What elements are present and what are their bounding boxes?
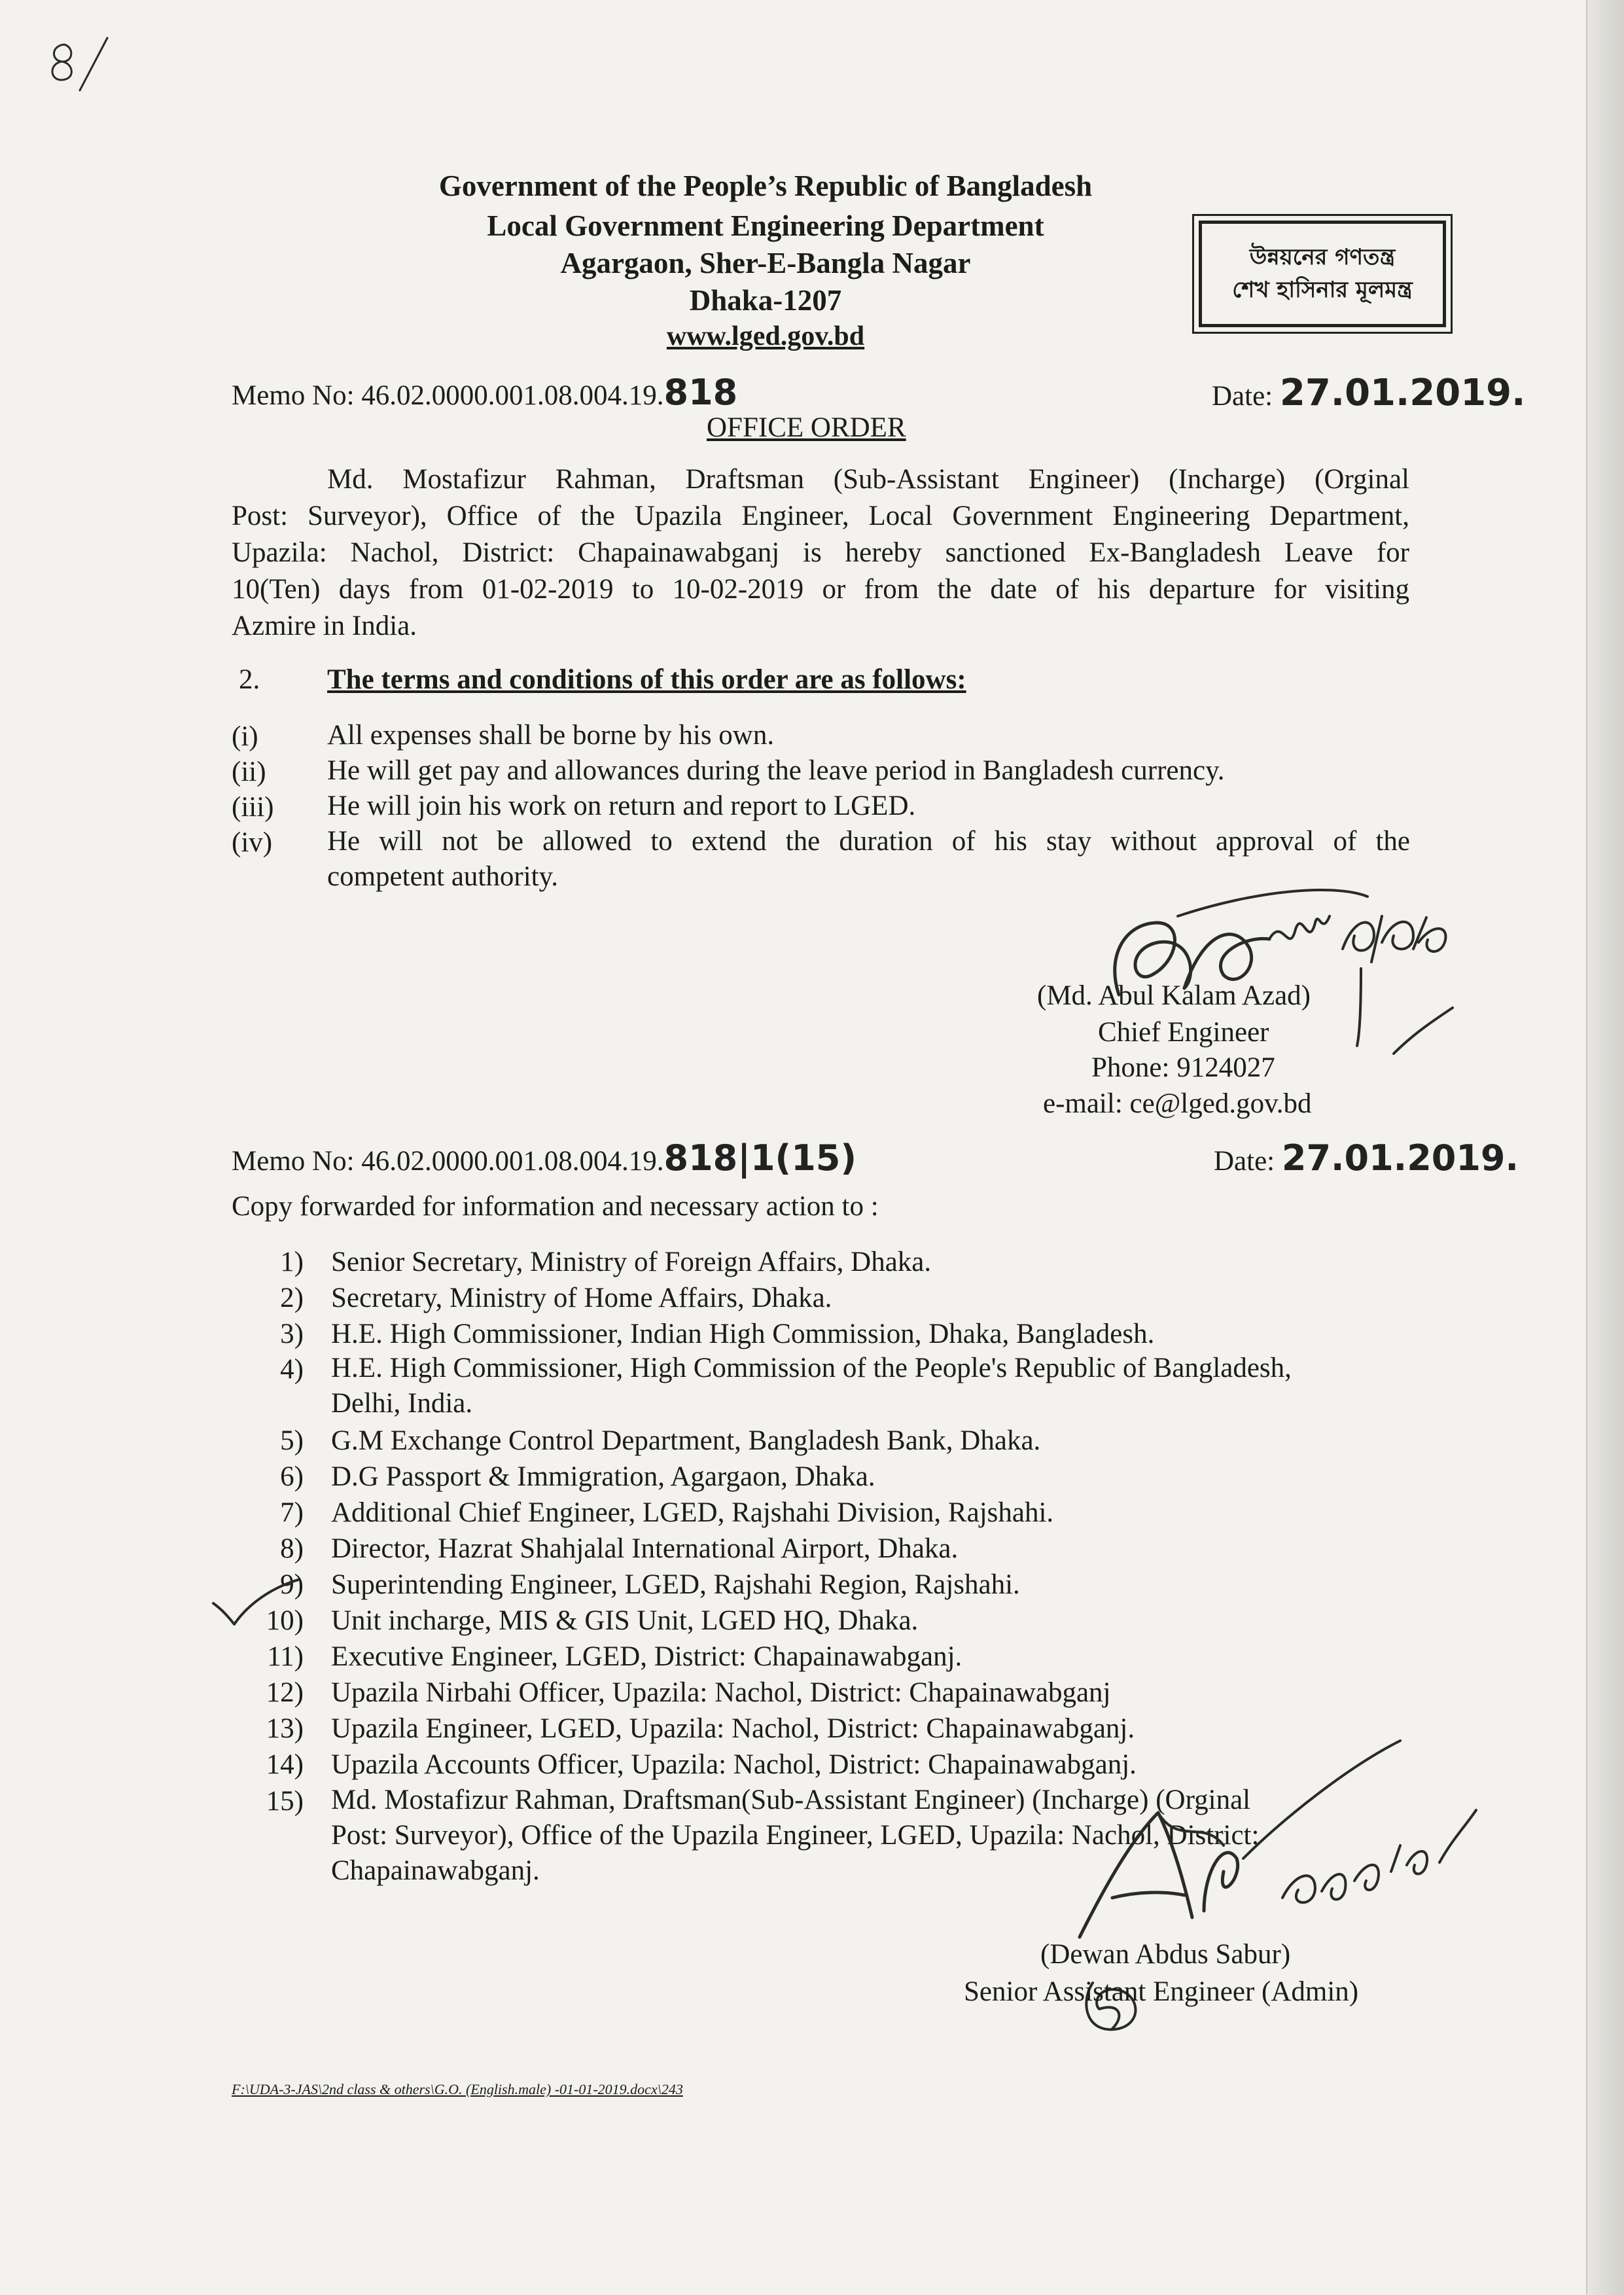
distribution-item: Upazila Nirbahi Officer, Upazila: Nachol, District: Chapainawabganj — [331, 1677, 1111, 1708]
order-date-value: 27.01.2019. — [1279, 372, 1526, 414]
signatory-1-phone: Phone: 9124027 — [1091, 1052, 1275, 1083]
distribution-item-line: H.E. High Commissioner, High Commission of the People's Republic of Bangladesh, — [331, 1353, 1292, 1383]
signatory-2-name: (Dewan Abdus Sabur) — [1040, 1939, 1291, 1970]
condition-text-line: competent authority. — [327, 861, 559, 892]
signatory-2-title: Senior Assistant Engineer (Admin) — [964, 1976, 1359, 2007]
header-city: Dhaka-1207 — [689, 284, 842, 317]
order-date — [1212, 372, 1526, 414]
distribution-item-line: Md. Mostafizur Rahman, Draftsman(Sub-Assistant Engineer) (Incharge) (Orginal — [331, 1785, 1251, 1815]
distribution-item-number: 11) — [267, 1641, 304, 1672]
footer-file-path: F:\UDA-3-JAS\2nd class & others\G.O. (English.male) -01-01-2019.docx\243 — [232, 2081, 683, 2097]
distribution-intro: Copy forwarded for information and necessary action to : — [232, 1191, 879, 1222]
condition-number: (iii) — [232, 792, 274, 823]
order-body-line: Upazila: Nachol, District: Chapainawabganj is hereby sanctioned Ex-Bangladesh Leave for — [232, 537, 1409, 568]
distribution-item-number: 3) — [280, 1319, 304, 1349]
signatory-1-name: (Md. Abul Kalam Azad) — [1037, 980, 1311, 1011]
distribution-date-label: Date: — [1214, 1146, 1275, 1177]
distribution-memo-label: Memo No: 46.02.0000.001.08.004.19. — [232, 1146, 664, 1177]
signatory-1-email: e-mail: ce@lged.gov.bd — [1043, 1088, 1312, 1119]
distribution-item-number: 8) — [280, 1533, 304, 1564]
order-memo-suffix: 818 — [663, 372, 738, 413]
distribution-item-number: 5) — [280, 1425, 304, 1456]
distribution-item: G.M Exchange Control Department, Bangladesh Bank, Dhaka. — [331, 1425, 1041, 1456]
slogan-line-1: উন্নয়নের গণতন্ত্র — [1249, 244, 1396, 271]
order-body-line: Post: Surveyor), Office of the Upazila Engineer, Local Government Engineering Department, — [232, 501, 1409, 531]
condition-number: (i) — [232, 721, 258, 752]
distribution-item: Senior Secretary, Ministry of Foreign Affairs, Dhaka. — [331, 1247, 932, 1277]
condition-number: (iv) — [232, 827, 273, 858]
order-date-label: Date: — [1212, 381, 1273, 412]
distribution-item: D.G Passport & Immigration, Agargaon, Dhaka. — [331, 1461, 875, 1492]
distribution-item-number: 7) — [280, 1497, 304, 1528]
distribution-item: Upazila Accounts Officer, Upazila: Nachol, District: Chapainawabganj. — [331, 1749, 1137, 1780]
distribution-date-value: 27.01.2019. — [1281, 1137, 1519, 1179]
distribution-item: Executive Engineer, LGED, District: Chapainawabganj. — [331, 1641, 962, 1672]
header-government: Government of the People’s Republic of Bangladesh — [438, 169, 1093, 202]
condition-text: All expenses shall be borne by his own. — [327, 720, 775, 751]
terms-heading: The terms and conditions of this order are as follows: — [327, 664, 966, 695]
distribution-item: Secretary, Ministry of Home Affairs, Dhaka. — [331, 1283, 832, 1313]
distribution-item: Upazila Engineer, LGED, Upazila: Nachol, District: Chapainawabganj. — [331, 1713, 1135, 1744]
distribution-item-multiline — [331, 1351, 1424, 1421]
order-memo-number — [232, 372, 738, 413]
slogan-line-2: শেখ হাসিনার মূলমন্ত্র — [1232, 276, 1413, 303]
distribution-date — [1214, 1137, 1519, 1179]
distribution-item-number: 12) — [266, 1677, 304, 1708]
header-website: www.lged.gov.bd — [666, 321, 865, 351]
order-body — [232, 461, 1409, 645]
office-order-title: OFFICE ORDER — [707, 412, 906, 443]
distribution-item: Superintending Engineer, LGED, Rajshahi Region, Rajshahi. — [331, 1569, 1020, 1600]
distribution-item: H.E. High Commissioner, Indian High Commission, Dhaka, Bangladesh. — [331, 1319, 1155, 1349]
distribution-item-number: 10) — [266, 1605, 304, 1636]
terms-number: 2. — [239, 664, 260, 695]
order-body-line: 10(Ten) days from 01-02-2019 to 10-02-2019 or from the date of his departure for visiting — [232, 574, 1409, 605]
distribution-item-line: Delhi, India. — [331, 1388, 473, 1419]
distribution-item-number: 4) — [280, 1354, 304, 1385]
distribution-item-number: 15) — [266, 1786, 304, 1817]
distribution-item-number: 1) — [280, 1247, 304, 1277]
checkmark-icon — [209, 1577, 301, 1629]
distribution-item-number: 2) — [280, 1283, 304, 1313]
handwritten-page-number-ink — [39, 26, 111, 98]
condition-text: He will get pay and allowances during the leave period in Bangladesh currency. — [327, 755, 1225, 786]
distribution-item-number: 14) — [266, 1749, 304, 1780]
distribution-item-number: 6) — [280, 1461, 304, 1492]
slogan-box — [1192, 214, 1453, 334]
order-body-line: Md. Mostafizur Rahman, Draftsman (Sub-Assistant Engineer) (Incharge) (Orginal — [327, 464, 1409, 495]
distribution-item-line: Chapainawabganj. — [331, 1855, 540, 1886]
condition-text-line: He will not be allowed to extend the duration of his stay without approval of the — [327, 826, 1410, 857]
header-department: Local Government Engineering Department — [487, 209, 1044, 242]
distribution-item: Additional Chief Engineer, LGED, Rajshahi Division, Rajshahi. — [331, 1497, 1054, 1528]
slogan-box-inner — [1199, 221, 1446, 327]
distribution-item: Director, Hazrat Shahjalal International Airport, Dhaka. — [331, 1533, 959, 1564]
order-memo-label: Memo No: 46.02.0000.001.08.004.19. — [232, 380, 664, 411]
condition-text: He will join his work on return and report to LGED. — [327, 791, 916, 821]
distribution-item-number: 9) — [280, 1569, 304, 1600]
header-address: Agargaon, Sher-E-Bangla Nagar — [560, 247, 971, 279]
condition-number: (ii) — [232, 756, 266, 787]
scan-edge-shadow — [1586, 0, 1624, 2295]
order-body-line: Azmire in India. — [232, 611, 417, 641]
distribution-memo-suffix: 818|1(15) — [663, 1137, 857, 1179]
distribution-item-line: Post: Surveyor), Office of the Upazila Engineer, LGED, Upazila: Nachol, District: — [331, 1820, 1260, 1851]
distribution-memo-number — [232, 1137, 857, 1179]
distribution-item: Unit incharge, MIS & GIS Unit, LGED HQ, Dhaka. — [331, 1605, 919, 1636]
signatory-1-title: Chief Engineer — [1098, 1017, 1269, 1048]
distribution-item-number: 13) — [266, 1713, 304, 1744]
